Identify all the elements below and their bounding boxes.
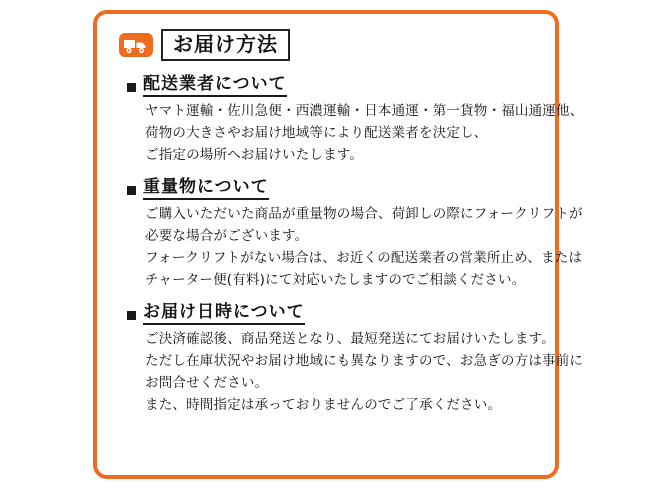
section-body <box>145 204 583 291</box>
section-heading-row <box>127 74 539 97</box>
section-heading: 配送業者について <box>143 74 287 97</box>
panel-title-row <box>113 28 539 62</box>
bullet-square-icon <box>127 311 136 320</box>
section-delivery-datetime <box>113 301 584 417</box>
section-body <box>145 329 584 416</box>
section-body <box>145 101 584 167</box>
body-line: ご購入いただいた商品が重量物の場合、荷卸しの際にフォークリフトが <box>145 206 583 223</box>
body-line: ご指定の場所へお届けいたします。 <box>145 147 364 164</box>
bullet-square-icon <box>127 186 136 195</box>
body-line: お問合せください。 <box>145 374 269 391</box>
delivery-truck-icon <box>119 30 153 60</box>
section-heading-row <box>127 302 539 325</box>
section-heading: 重量物について <box>143 177 269 200</box>
body-line: 必要な場合がございます。 <box>145 228 309 245</box>
section-heading-row <box>127 177 539 200</box>
body-line: また、時間指定は承っておりませんのでご了承ください。 <box>145 396 502 413</box>
body-line: ただし在庫状況やお届け地域にも異なりますので、お急ぎの方は事前に <box>145 353 584 370</box>
body-line: チャーター便(有料)にて対応いたしますのでご相談ください。 <box>145 271 526 288</box>
section-shipping-carrier <box>113 74 584 167</box>
bullet-square-icon <box>127 83 136 92</box>
body-line: ヤマト運輸・佐川急便・西濃運輸・日本通運・第一貨物・福山通運他、 <box>145 103 584 120</box>
section-heading: お届け日時について <box>143 302 305 325</box>
page-title: お届け方法 <box>161 29 290 61</box>
section-heavy-items <box>113 176 583 292</box>
delivery-info-panel <box>93 10 584 479</box>
body-line: フォークリフトがない場合は、お近くの配送業者の営業所止め、または <box>145 250 583 267</box>
body-line: 荷物の大きさやお届け地域等により配送業者を決定し、 <box>145 125 488 142</box>
body-line: ご決済確認後、商品発送となり、最短発送にてお届けいたします。 <box>145 331 555 348</box>
panel-inner <box>113 28 584 465</box>
